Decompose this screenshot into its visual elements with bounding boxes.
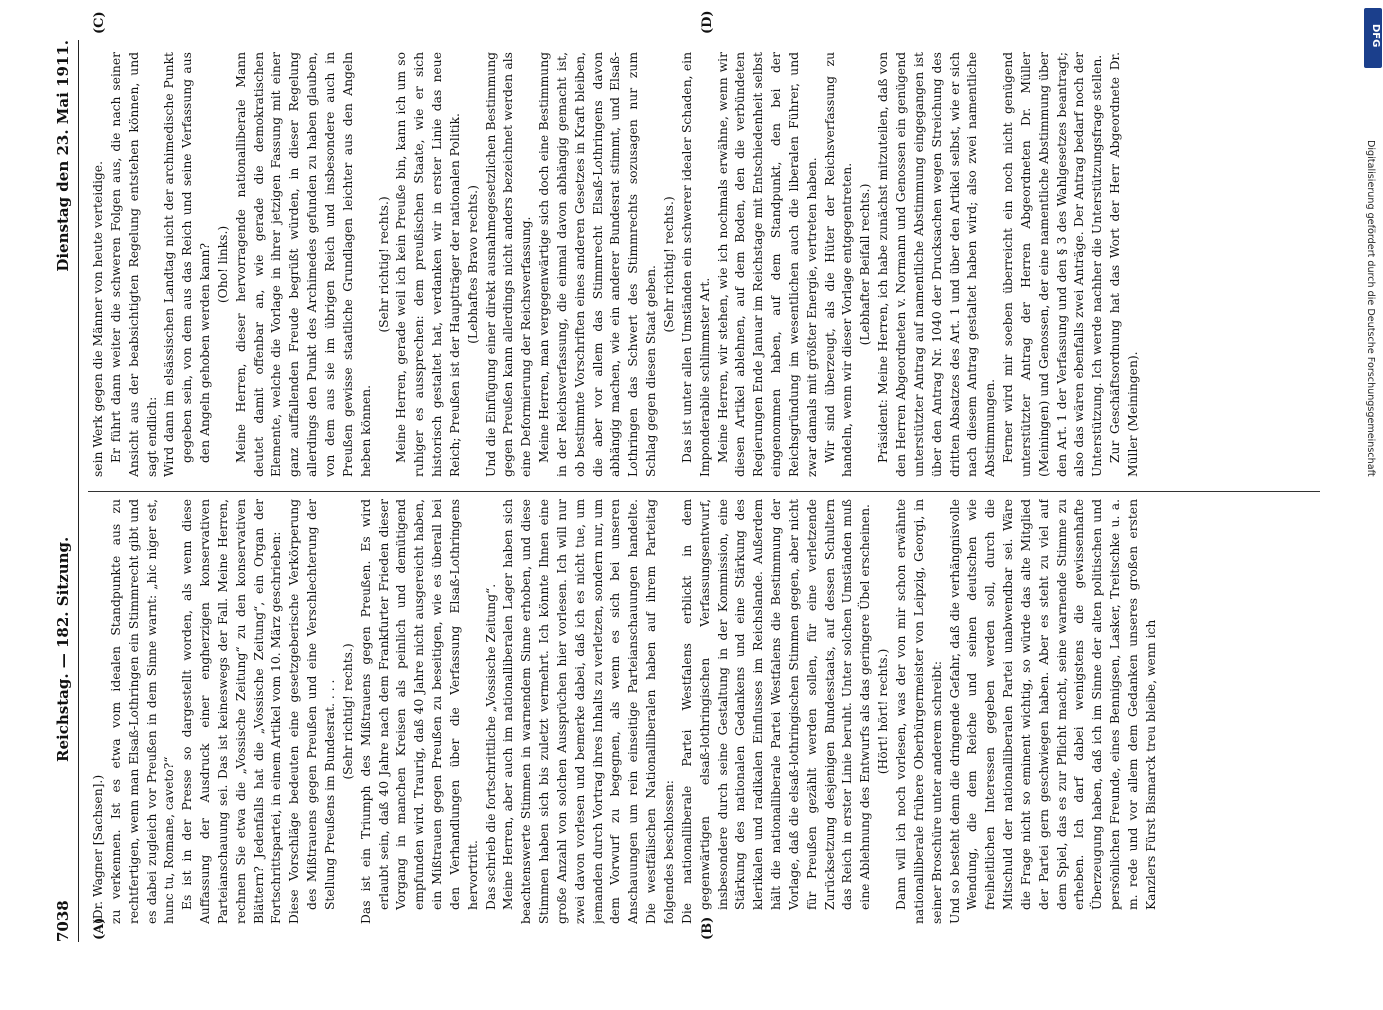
interjection: (Sehr richtig! rechts.) (662, 196, 676, 333)
interjection: (Lebhaftes Bravo rechts.) (465, 185, 480, 344)
interjection: (Hört! hört! rechts.) (876, 648, 891, 775)
interjection: (Lebhafter Beifall rechts.) (858, 183, 873, 346)
paragraph: Er führt dann weiter die schweren Folgen aus, die nach seiner Ansicht aus der beabsichtigten Regelung entstehen können, und sagt endlich: (108, 52, 159, 477)
quotation: sein Werk gegen die Männer von heute verteidige. (91, 161, 105, 477)
credit-text: Digitalisierung gefördert durch die Deutsche Forschungsgemeinschaft (1365, 140, 1376, 477)
dfg-logo (1364, 8, 1382, 68)
paragraph: Wir sind überzeugt, als die Hüter der Reichsverfassung zu handeln, wenn wir dieser Vorlage entgegentreten. (822, 52, 855, 477)
page-header (52, 40, 79, 942)
paragraph: Zur Geschäftsordnung hat das Wort der Herr Abgeordnete Dr. Müller (Meiningen). (1108, 52, 1140, 477)
interjection: (Sehr richtig! rechts.) (340, 643, 355, 780)
paragraph: Und die Einfügung einer direkt ausnahmegesetzlichen Bestimmung gegen Preußen kann allerdings nicht anders bezeichnet werden als eine Deformierung der Reichsverfassung. (483, 52, 534, 477)
left-text-column (90, 499, 1325, 924)
session-date: Dienstag den 23. Mai 1911. (54, 40, 72, 272)
margin-mark-b: (B) (700, 916, 715, 940)
quotation: Wird dann im elsässischen Landtag nicht der archimedische Punkt gegeben sein, von dem aus das Reich und seine Verfassung aus den Angeln gehoben werden kann? (162, 52, 213, 477)
quotation: Die nationalliberale Partei Westfalens erblickt in dem gegenwärtigen elsaß-lothringischen Verfassungsentwurf, insbesondere durch seine Gestaltung in der Kommission, eine Stärkung des nationalen Gedankens und eine Stärkung des klerikalen und radikalen Einflusses im Reichslande. Außerdem hält die nationalliberale Partei Westfalens die Bestimmung der Vorlage, daß die elsaß-lothringischen Stimmen gegen, aber nicht für Preußen gezählt werden sollen, für eine verletzende Zurücksetzung desjenigen Bundesstaats, auf dessen Schultern das Reich in erster Linie beruht. Unter solchen Umständen muß eine Ablehnung des Entwurfs als das geringere Übel erscheinen. (679, 499, 873, 924)
quotation: Diese Vorschläge bedeuten eine gesetzgeberische Verkörperung des Mißtrauens gegen Preußen und eine Verschlechterung der Stellung Preußens im Bundesrat. . . . (287, 499, 337, 924)
paragraph: Meine Herren, gerade weil ich kein Preuße bin, kann ich um so ruhiger es aussprechen: dem preußischen Staate, wie er sich historisch gestaltet hat, verdanken wir in erster Linie das neue Reich; Preußen ist der Hauptträger der nationalen Politik. (394, 52, 462, 477)
interjection: (Sehr richtig! rechts.) (376, 196, 391, 333)
paragraph: Das ist unter allen Umständen ein schwerer idealer Schaden, ein Imponderabile schlimmster Art. (679, 52, 712, 477)
right-text-column (90, 52, 1325, 477)
speaker-continuation: (Dr. Wagner [Sachsen].) (91, 774, 105, 924)
quotation: Und so besteht denn die dringende Gefahr, daß die verhängnisvolle Wendung, die dem Reiche und seinen deutschen wie freiheitlichen Interessen gegeben werden soll, durch die Mitschuld der nationalliberalen Partei unabwendbar sei. Wäre die Frage nicht so eminent wichtig, so würde das alte Mitglied der Partei gern geschwiegen haben. Aber es steht zu viel auf dem Spiel, das es zur Pflicht macht, seine warnende Stimme zu erheben. Ich darf dabei wenigstens die gewissenhafte Überzeugung haben, daß ich im Sinne der alten politischen und persönlichen Freunde, eines Bennigsen, Lasker, Treitschke u. a. m. rede und vor allem dem Gedanken unseres großen ersten Kanzlers Fürst Bismarck treu bleibe, wenn ich (947, 499, 1158, 924)
paragraph: Meine Herren, aber auch im nationalliberalen Lager haben sich beachtenswerte Stimmen in warnendem Sinne erhoben, und diese Stimmen haben sich bis zuletzt vermehrt. Ich könnte Ihnen eine große Anzahl von solchen Aussprüchen hier vorlesen. Ich will nur zwei davon vorlesen und bemerke dabei, daß ich es nicht tue, um jemanden durch Vortrag ihres Inhalts zu verletzen, sondern nur, um dem Vorwurf zu begegnen, als wenn es sich bei unseren Anschauungen um rein einseitige Parteianschauungen handelte. Die westfälischen Nationalliberalen haben auf ihrem Parteitag folgendes beschlossen: (501, 499, 676, 924)
digitization-credit (1358, 140, 1382, 1010)
paragraph: Ferner wird mir soeben überreicht ein noch nicht genügend unterstützter Antrag der Herren Abgeordneten Dr. Müller (Meiningen) und Genossen, der eine namentliche Abstimmung über den Art. 1 der Verfassung und den § 3 des Wahlgesetzes beantragt; also das wären ebenfalls zwei Anträge. Der Antrag bedarf noch der Unterstützung. Ich werde nachher die Unterstützungsfrage stellen. (1001, 52, 1105, 477)
paragraph: Dann will ich noch vorlesen, was der von mir schon erwähnte nationalliberale frühere Oberbürgermeister von Leipzig, Georgi, in seiner Broschüre unter anderem schreibt: (893, 499, 944, 924)
paragraph: Es ist in der Presse so dargestellt worden, als wenn diese Auffassung der Ausdruck einer engherzigen konservativen Parteianschauung sei. Das ist keineswegs der Fall. Meine Herren, rechnen Sie etwa die „Vossische Zeitung“ zu den konservativen Blättern? Jedenfalls hat die „Vossische Zeitung“, ein Organ der Fortschrittspartei, in einem Artikel vom 10. März geschrieben: (180, 499, 284, 924)
interjection: (Oho! links.) (215, 225, 230, 304)
margin-mark-c: (C) (92, 11, 107, 34)
dfg-logo-text: DFG (1370, 24, 1381, 48)
president-statement: Präsident: Meine Herren, ich habe zunächst mitzuteilen, daß von den Herren Abgeordneten v. Normann und Genossen ein genügend unterstützter Antrag auf namentliche Abstimmung eingegangen ist über den Antrag Nr. 1040 der Drucksachen wegen Streichung des dritten Absatzes des Art. 1 und über den Artikel selbst, wie er sich nach diesem Antrag gestaltet haben wird; also zwei namentliche Abstimmungen. (876, 52, 998, 477)
paragraph: Das schrieb die fortschrittliche „Vossische Zeitung“. (483, 583, 498, 910)
margin-mark-d: (D) (700, 10, 715, 34)
paragraph: Meine Herren, dieser hervorragende nationalliberale Mann deutet damit offenbar an, wie gerade die demokratischen Elemente, welche die Vorlage in ihrer jetzigen Fassung mit einer ganz auffallenden Freude begrüßt würden, in dieser Regelung allerdings den Punkt des Archimedes gefunden zu haben glauben, von dem aus sie im übrigen Reich und insbesondere auch in Preußen gewisse staatliche Grundlagen leichter aus den Angeln heben können. (233, 52, 373, 477)
quotation: Das ist ein Triumph des Mißtrauens gegen Preußen. Es wird erlaubt sein, daß 40 Jahre nach dem Frankfurter Frieden dieser Vorgang in manchen Kreisen als peinlich und demütigend empfunden wird. Traurig, daß 40 Jahre nicht ausgereicht haben, ein Mißtrauen gegen Preußen zu beseitigen, wie es überall bei den Verhandlungen über die Verfassung Elsaß-Lothringens hervortritt. (358, 499, 480, 924)
margin-mark-a: (A) (92, 917, 107, 940)
paragraph: Meine Herren, man vergegenwärtige sich doch eine Bestimmung in der Reichsverfassung, die einmal davon abhängig gemacht ist, ob bestimmte Vorschriften eines anderen Gesetzes in Kraft bleiben, die aber vor allem das Stimmrecht Elsaß-Lothringens davon abhängig machen, wie ein anderer Bundesrat stimmt, und Elsaß-Lothringen das Schwert des Stimmrechts sozusagen nur zum Schlag gegen diesen Staat geben. (537, 52, 659, 477)
column-divider (88, 491, 1320, 492)
page-number: 7038 (54, 900, 72, 942)
paragraph: zu verkennen. Ist es etwa vom idealen Standpunkte aus zu rechtfertigen, wenn man Elsaß-Lothringen ein Stimmrecht gibt und es dabei zugleich vor Preußen in dem Sinne warnt: „hic niger est, hunc tu, Romane, caveto?“ (108, 499, 177, 924)
paragraph: Meine Herren, wir stehen, wie ich nochmals erwähne, wenn wir diesen Artikel ablehnen, auf dem Boden, den die verbündeten Regierungen Ende Januar im Reichstage mit Entschiedenheit selbst eingenommen haben, auf dem Standpunkt, den bei der Reichsgründung im wesentlichen auch die liberalen Führer, und zwar damals mit größter Energie, vertreten haben. (715, 52, 819, 477)
session-title: Reichstag. — 182. Sitzung. (54, 536, 72, 762)
